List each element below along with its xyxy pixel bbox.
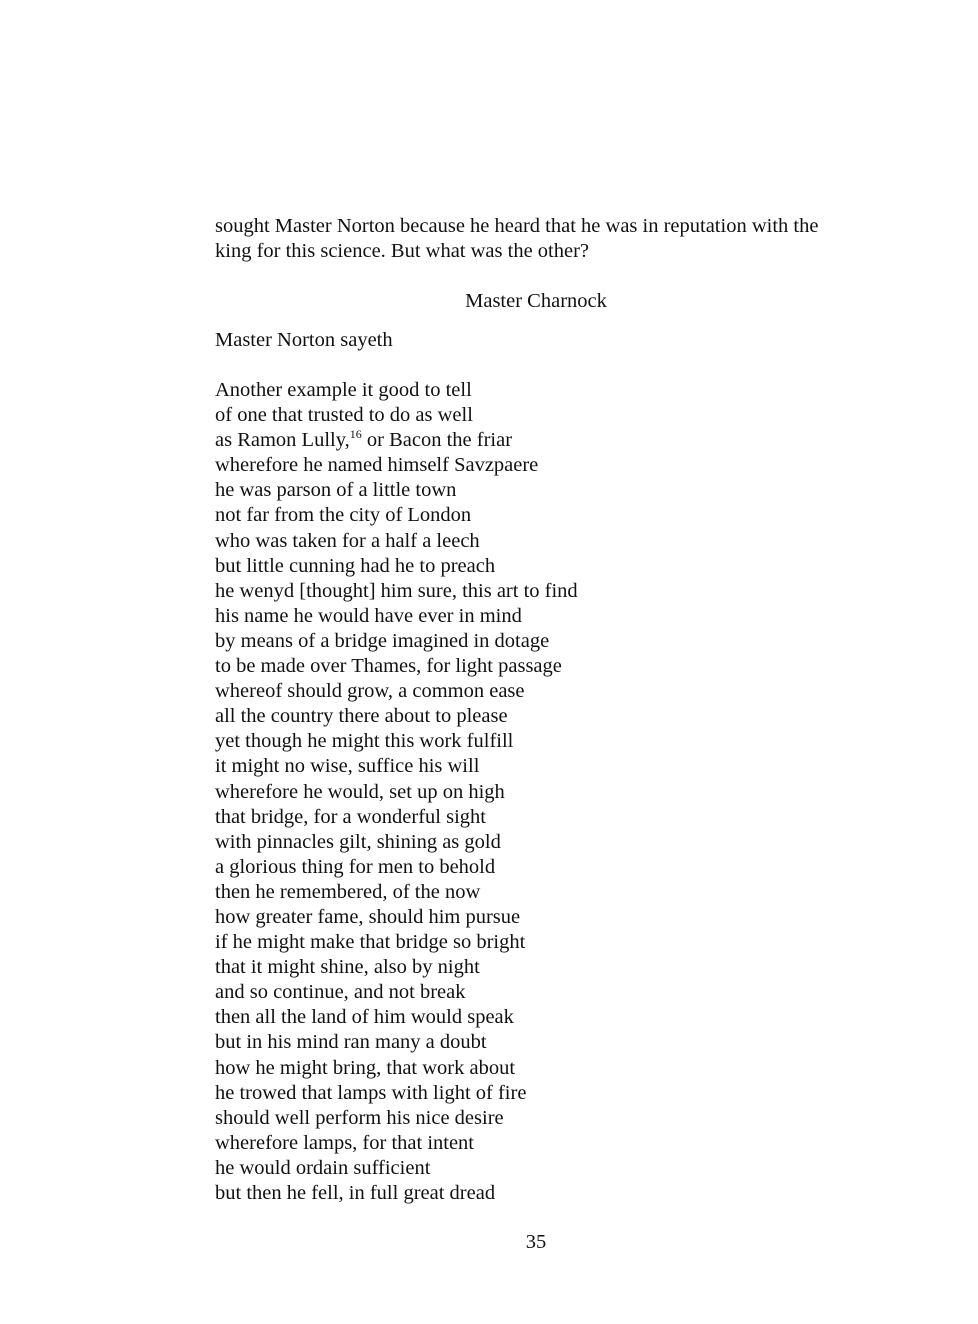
verse-line: he was parson of a little town bbox=[215, 479, 457, 502]
verse-line: wherefore lamps, for that intent bbox=[215, 1131, 475, 1154]
verse-line: of one that trusted to do as well bbox=[215, 404, 473, 427]
verse-line: his name he would have ever in mind bbox=[215, 604, 522, 627]
verse-line: how greater fame, should him pursue bbox=[215, 905, 521, 928]
verse-line: that bridge, for a wonderful sight bbox=[215, 805, 486, 828]
verse-line: by means of a bridge imagined in dotage bbox=[215, 629, 550, 652]
verse-line: yet though he might this work fulfill bbox=[215, 730, 514, 753]
verse-line: whereof should grow, a common ease bbox=[215, 680, 525, 703]
verse-line: wherefore he named himself Savzpaere bbox=[215, 454, 539, 477]
verse-line: but little cunning had he to preach bbox=[215, 554, 496, 577]
verse-line: he trowed that lamps with light of fire bbox=[215, 1081, 527, 1104]
verse-line: if he might make that bridge so bright bbox=[215, 931, 526, 954]
verse-line: with pinnacles gilt, shining as gold bbox=[215, 830, 501, 853]
paragraph-line: king for this science. But what was the other? bbox=[215, 240, 590, 262]
section-heading: Master Charnock bbox=[465, 290, 607, 312]
verse-line: a glorious thing for men to behold bbox=[215, 855, 496, 878]
verse-line: and so continue, and not break bbox=[215, 981, 466, 1004]
verse-line: but in his mind ran many a doubt bbox=[215, 1031, 487, 1054]
footnote-reference[interactable]: 16 bbox=[349, 427, 362, 442]
verse-line: to be made over Thames, for light passage bbox=[215, 655, 562, 678]
verse-line: he would ordain sufficient bbox=[215, 1156, 431, 1179]
page-number: 35 bbox=[525, 1231, 547, 1253]
speaker-label: Master Norton sayeth bbox=[215, 329, 393, 351]
verse-line: he wenyd [thought] him sure, this art to find bbox=[215, 579, 578, 602]
prose-paragraph bbox=[215, 214, 875, 264]
verse-line: then he remembered, of the now bbox=[215, 880, 481, 903]
verse-line: all the country there about to please bbox=[215, 705, 508, 728]
paragraph-line: sought Master Norton because he heard that he was in reputation with the bbox=[215, 215, 819, 237]
verse-line: Another example it good to tell bbox=[215, 379, 472, 401]
verse-text: as Ramon Lully, bbox=[215, 429, 350, 452]
verse-text: or Bacon the friar bbox=[361, 429, 513, 452]
verse-line: it might no wise, suffice his will bbox=[215, 755, 480, 778]
verse-line: should well perform his nice desire bbox=[215, 1106, 504, 1129]
verse-line: then all the land of him would speak bbox=[215, 1006, 514, 1029]
verse-block bbox=[215, 378, 875, 1206]
verse-line-with-footnote bbox=[215, 428, 875, 453]
verse-line: not far from the city of London bbox=[215, 504, 472, 527]
verse-line: that it might shine, also by night bbox=[215, 956, 480, 979]
verse-line: who was taken for a half a leech bbox=[215, 529, 480, 552]
verse-line: but then he fell, in full great dread bbox=[215, 1182, 496, 1204]
verse-line: wherefore he would, set up on high bbox=[215, 780, 505, 803]
verse-line: how he might bring, that work about bbox=[215, 1056, 516, 1079]
